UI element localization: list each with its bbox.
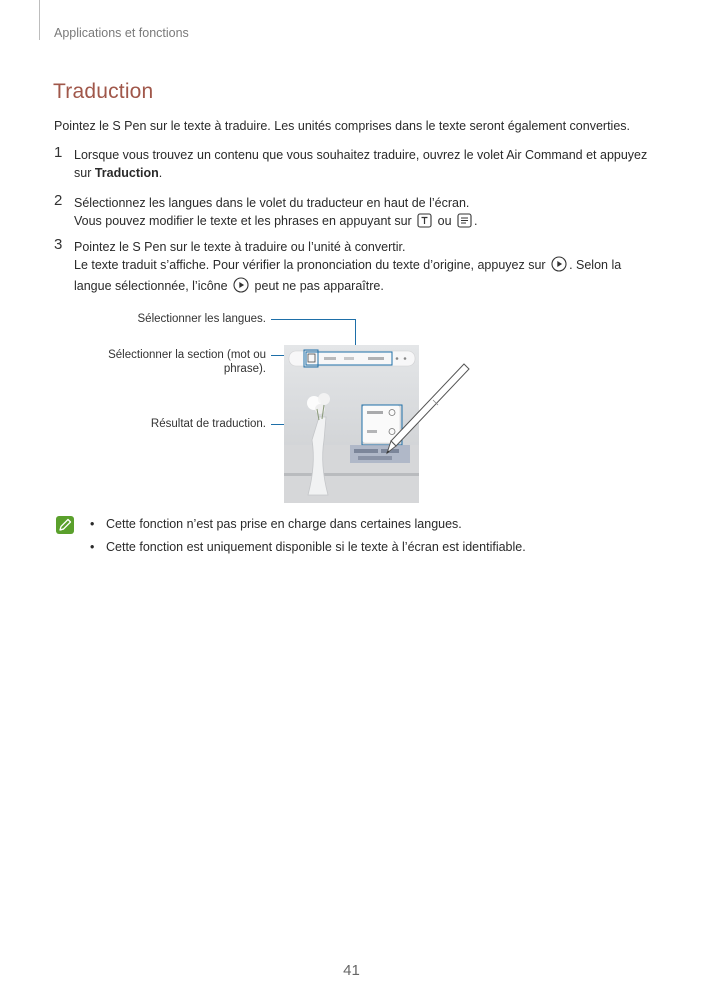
step-text: . Selon la [569,258,622,272]
step-number: 2 [54,192,63,209]
step-text: . [158,166,163,180]
step-text: langue sélectionnée, l’icône [74,279,228,293]
text-mode-icon [417,213,432,233]
step-number: 3 [54,236,63,253]
note-item: • Cette fonction n’est pas prise en charge dans certaines langues. [90,515,650,533]
callout-line-text: Sélectionner la section (mot ou [108,349,266,361]
section-title: Traduction [53,80,154,103]
note-icon [55,515,75,540]
menu-label-traduction: Traduction [94,166,159,180]
callout-translation-result: Résultat de traduction. [150,418,266,430]
step-text: peut ne pas apparaître. [251,279,384,293]
note-list [90,515,650,561]
page-number: 41 [343,962,360,979]
callout-select-languages: Sélectionner les langues. [137,313,266,325]
s-pen-illustration [378,360,473,460]
section-intro: Pointez le S Pen sur le texte à traduire. Les unités comprises dans le texte seront également converties. [54,119,631,133]
play-icon [233,277,249,298]
step-2 [54,194,664,233]
callout-line-text: phrase). [223,363,266,375]
sentence-mode-icon [457,213,472,233]
callout-select-section [90,348,266,376]
step-text: . [474,214,478,228]
note-item: • Cette fonction est uniquement disponible si le texte à l’écran est identifiable. [90,538,650,556]
step-text: sur [74,166,95,180]
step-text: ou [434,214,456,228]
step-text: Pointez le S Pen sur le texte à traduire ou l’unité à convertir. [74,240,406,254]
step-3 [54,238,664,298]
step-text: Lorsque vous trouvez un contenu que vous souhaitez traduire, ouvrez le volet Air Command et appuyez [74,148,648,162]
step-1 [54,146,664,182]
leader-line [271,319,356,320]
step-text: Vous pouvez modifier le texte et les phrases en appuyant sur [74,214,412,228]
play-icon [551,256,567,277]
step-number: 1 [54,144,63,161]
header-rule [39,0,40,40]
breadcrumb: Applications et fonctions [54,26,189,40]
step-text: Sélectionnez les langues dans le volet du traducteur en haut de l’écran. [74,196,470,210]
step-text: Le texte traduit s’affiche. Pour vérifier la prononciation du texte d’origine, appuyez sur [74,258,546,272]
